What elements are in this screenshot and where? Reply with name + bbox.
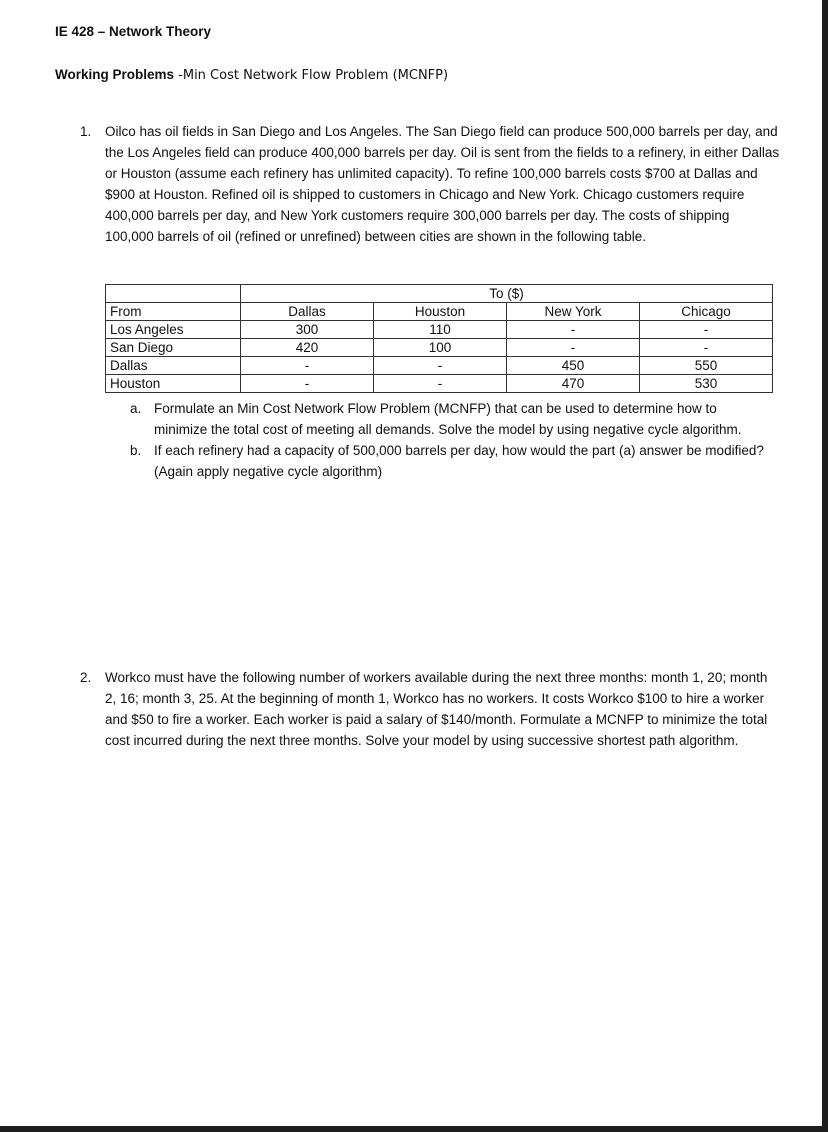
row-label: Houston <box>106 375 241 393</box>
column-header: New York <box>507 303 640 321</box>
table-cell: - <box>374 357 507 375</box>
column-header: Dallas <box>241 303 374 321</box>
table-header-row <box>106 285 773 303</box>
part-b-text: If each refinery had a capacity of 500,000 barrels per day, how would the part (a) answer be modified? (Again apply negative cycle algorithm) <box>154 443 764 479</box>
section-title-subtitle: -Min Cost Network Flow Problem (MCNFP) <box>174 68 449 83</box>
table-cell: 530 <box>640 375 773 393</box>
table-cell: 100 <box>374 339 507 357</box>
part-a-text: Formulate an Min Cost Network Flow Problem (MCNFP) that can be used to determine how to minimize the total cost of meeting all demands. Solve the model by using negative cycle algorithm. <box>154 401 742 437</box>
table-cell: 300 <box>241 321 374 339</box>
table-cell: - <box>507 321 640 339</box>
row-label: San Diego <box>106 339 241 357</box>
row-label: Los Angeles <box>106 321 241 339</box>
part-a <box>130 398 770 440</box>
part-b-letter: b. <box>130 443 142 458</box>
row-label: Dallas <box>106 357 241 375</box>
table-cell: 470 <box>507 375 640 393</box>
table-cell: - <box>241 357 374 375</box>
problem-1-parts <box>130 398 770 482</box>
table-cell: - <box>507 339 640 357</box>
problem-2-number: 2. <box>80 670 92 685</box>
column-header: Chicago <box>640 303 773 321</box>
table-cell: 420 <box>241 339 374 357</box>
problem-2 <box>80 667 780 751</box>
section-title <box>55 67 448 83</box>
section-title-bold: Working Problems <box>55 67 175 82</box>
from-label: From <box>106 303 241 321</box>
course-title: IE 428 – Network Theory <box>55 24 212 39</box>
problem-2-text: Workco must have the following number of workers available during the next three months: month 1, 20; month 2, 16; month 3, 25. At the beginning of month 1, Workco has no workers. It costs Workco $100 to hire a worker and $50 to fire a worker. Each worker is paid a salary of $140/month. Formulate a MCNFP to minimize the total cost incurred during the next three months. Solve your model by using successive shortest path algorithm. <box>105 670 768 748</box>
table-cell: - <box>374 375 507 393</box>
table-cell: 450 <box>507 357 640 375</box>
table-cell: - <box>640 321 773 339</box>
problem-1-text: Oilco has oil fields in San Diego and Los Angeles. The San Diego field can produce 500,000 barrels per day, and the Los Angeles field can produce 400,000 barrels per day. Oil is sent from the fields to a refinery, in either Dallas or Houston (assume each refinery has unlimited capacity). To refine 100,000 barrels costs $700 at Dallas and $900 at Houston. Refined oil is shipped to customers in Chicago and New York. Chicago customers require 400,000 barrels per day, and New York customers require 300,000 barrels per day. The costs of shipping 100,000 barrels of oil (refined or unrefined) between cities are shown in the following table. <box>105 124 780 244</box>
table-row <box>106 339 773 357</box>
problem-1 <box>80 121 780 247</box>
part-b <box>130 440 770 482</box>
table-row <box>106 321 773 339</box>
to-header: To ($) <box>241 285 773 303</box>
shipping-cost-table <box>105 284 773 393</box>
table-corner-cell <box>106 285 241 303</box>
part-a-letter: a. <box>130 401 142 416</box>
problem-1-number: 1. <box>80 124 92 139</box>
table-column-row <box>106 303 773 321</box>
column-header: Houston <box>374 303 507 321</box>
table-cell: - <box>241 375 374 393</box>
table-cell: 550 <box>640 357 773 375</box>
table-row <box>106 357 773 375</box>
table-cell: 110 <box>374 321 507 339</box>
table-row <box>106 375 773 393</box>
table-cell: - <box>640 339 773 357</box>
